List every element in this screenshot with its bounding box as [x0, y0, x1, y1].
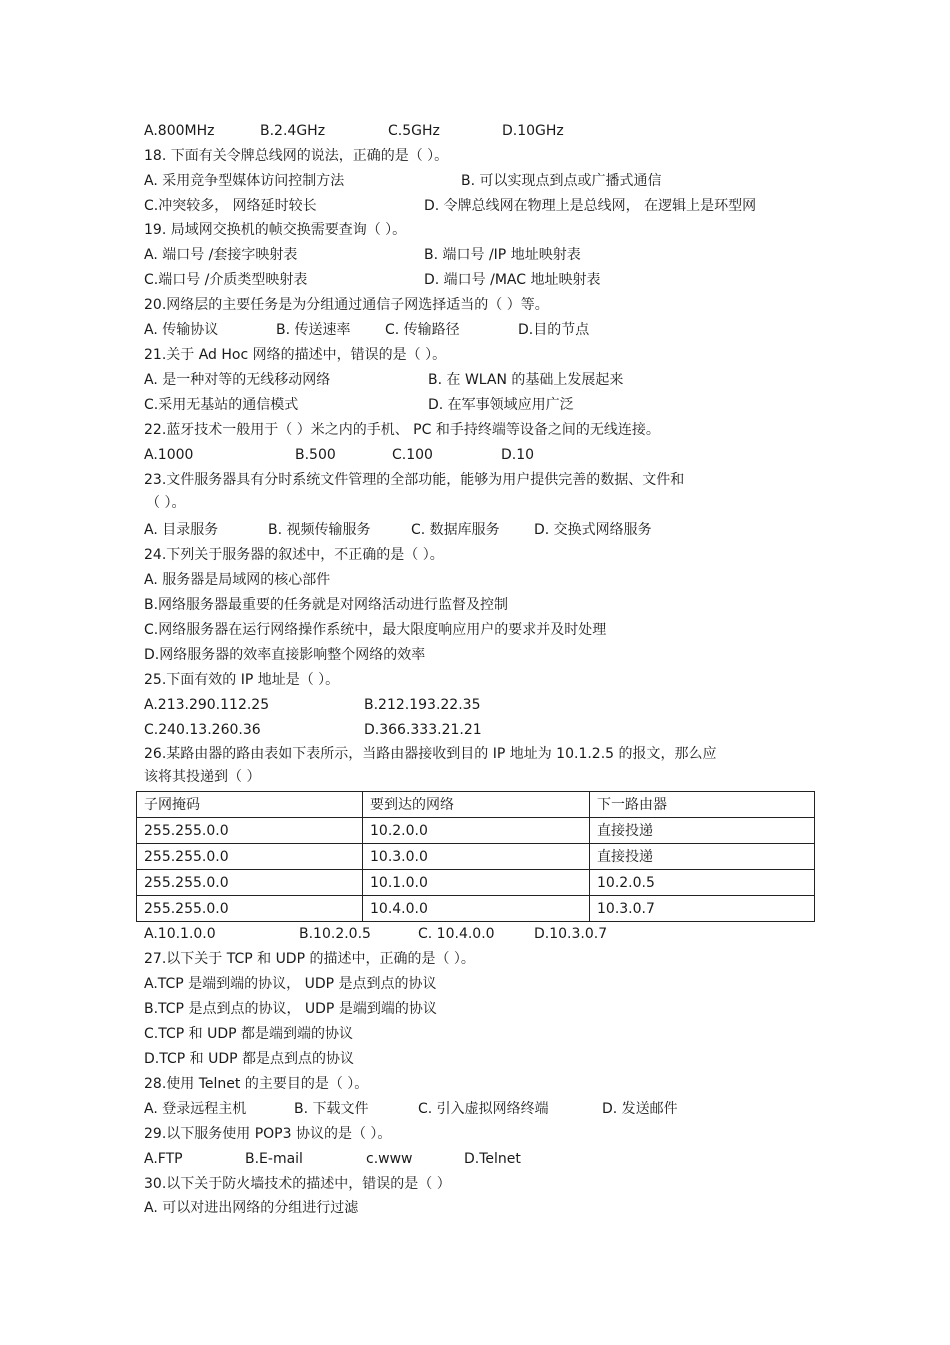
table-cell: 10.4.0.0: [363, 896, 590, 922]
table-cell: 10.3.0.7: [590, 896, 815, 922]
q21-option-c: C.采用无基站的通信模式: [144, 397, 299, 413]
q24-option-b: B.网络服务器最重要的任务就是对网络活动进行监督及控制: [144, 597, 509, 613]
q19-option-a: A. 端口号 /套接字映射表: [144, 247, 298, 263]
table-header-cell: 子网掩码: [137, 792, 363, 818]
q23-question: 23.文件服务器具有分时系统文件管理的全部功能，能够为用户提供完善的数据、文件和: [144, 472, 685, 488]
table-cell: 255.255.0.0: [137, 870, 363, 896]
table-cell: 255.255.0.0: [137, 818, 363, 844]
q24-option-a: A. 服务器是局域网的核心部件: [144, 572, 331, 588]
table-cell: 255.255.0.0: [137, 896, 363, 922]
q23-question-continued: （ ）。: [146, 495, 186, 511]
table-header-row: [137, 792, 815, 818]
q26-option-c: C. 10.4.0.0: [418, 926, 495, 942]
q22-option-d: D.10: [501, 447, 535, 463]
q17-option-c: C.5GHz: [388, 123, 440, 139]
q19-option-d: D. 端口号 /MAC 地址映射表: [424, 272, 601, 288]
q22-question: 22.蓝牙技术一般用于（ ）米之内的手机、 PC 和手持终端等设备之间的无线连接。: [144, 422, 660, 438]
q21-option-b: B. 在 WLAN 的基础上发展起来: [428, 372, 624, 388]
q18-question: 18. 下面有关令牌总线网的说法，正确的是（ ）。: [144, 148, 449, 164]
q27-question: 27.以下关于 TCP 和 UDP 的描述中，正确的是（ ）。: [144, 951, 475, 967]
table-cell: 10.3.0.0: [363, 844, 590, 870]
q17-option-b: B.2.4GHz: [260, 123, 326, 139]
q18-option-a: A. 采用竞争型媒体访问控制方法: [144, 173, 345, 189]
q23-option-a: A. 目录服务: [144, 522, 219, 538]
q21-option-d: D. 在军事领域应用广泛: [428, 397, 574, 413]
table-cell: 10.1.0.0: [363, 870, 590, 896]
q25-option-d: D.366.333.21.21: [364, 722, 482, 738]
q28-option-b: B. 下载文件: [294, 1101, 369, 1117]
q20-option-a: A. 传输协议: [144, 322, 219, 338]
q26-option-d: D.10.3.0.7: [534, 926, 608, 942]
q17-option-d: D.10GHz: [502, 123, 564, 139]
q29-question: 29.以下服务使用 POP3 协议的是（ ）。: [144, 1126, 392, 1142]
table-row: [137, 818, 815, 844]
q18-option-d: D. 令牌总线网在物理上是总线网， 在逻辑上是环型网: [424, 198, 757, 214]
q27-option-b: B.TCP 是点到点的协议， UDP 是端到端的协议: [144, 1001, 437, 1017]
q21-question: 21.关于 Ad Hoc 网络的描述中，错误的是（ ）。: [144, 347, 447, 363]
q29-option-a: A.FTP: [144, 1151, 183, 1167]
q28-option-a: A. 登录远程主机: [144, 1101, 247, 1117]
q19-option-b: B. 端口号 /IP 地址映射表: [424, 247, 581, 263]
q25-question: 25.下面有效的 IP 地址是（ ）。: [144, 672, 340, 688]
q26-question: 26.某路由器的路由表如下表所示，当路由器接收到目的 IP 地址为 10.1.2.5 的报文，那么应: [144, 746, 717, 762]
q27-option-c: C.TCP 和 UDP 都是端到端的协议: [144, 1026, 353, 1042]
q25-option-b: B.212.193.22.35: [364, 697, 481, 713]
table-cell: 10.2.0.5: [590, 870, 815, 896]
table-cell: 直接投递: [590, 844, 815, 870]
q22-option-b: B.500: [295, 447, 336, 463]
q20-option-d: D.目的节点: [518, 322, 590, 338]
table-cell: 10.2.0.0: [363, 818, 590, 844]
q26-option-b: B.10.2.0.5: [299, 926, 371, 942]
table-row: [137, 896, 815, 922]
q25-option-a: A.213.290.112.25: [144, 697, 270, 713]
q24-question: 24.下列关于服务器的叙述中，不正确的是（ ）。: [144, 547, 444, 563]
routing-table: [136, 791, 815, 922]
q29-option-d: D.Telnet: [464, 1151, 521, 1167]
table-row: [137, 844, 815, 870]
q29-option-c: c.www: [366, 1151, 413, 1167]
q28-option-c: C. 引入虚拟网络终端: [418, 1101, 549, 1117]
q21-option-a: A. 是一种对等的无线移动网络: [144, 372, 331, 388]
q20-option-b: B. 传送速率: [276, 322, 351, 338]
table-header-cell: 要到达的网络: [363, 792, 590, 818]
q30-question: 30.以下关于防火墙技术的描述中，错误的是（ ）: [144, 1176, 451, 1192]
q26-option-a: A.10.1.0.0: [144, 926, 216, 942]
q28-question: 28.使用 Telnet 的主要目的是（ ）。: [144, 1076, 369, 1092]
q24-option-d: D.网络服务器的效率直接影响整个网络的效率: [144, 647, 426, 663]
table-header-cell: 下一路由器: [590, 792, 815, 818]
q20-question: 20.网络层的主要任务是为分组通过通信子网选择适当的（ ）等。: [144, 297, 549, 313]
q18-option-c: C.冲突较多， 网络延时较长: [144, 198, 317, 214]
q24-option-c: C.网络服务器在运行网络操作系统中，最大限度响应用户的要求并及时处理: [144, 622, 607, 638]
q29-option-b: B.E-mail: [245, 1151, 303, 1167]
q27-option-d: D.TCP 和 UDP 都是点到点的协议: [144, 1051, 354, 1067]
q27-option-a: A.TCP 是端到端的协议， UDP 是点到点的协议: [144, 976, 437, 992]
q23-option-b: B. 视频传输服务: [268, 522, 371, 538]
q17-option-a: A.800MHz: [144, 123, 215, 139]
q22-option-a: A.1000: [144, 447, 194, 463]
q30-option-a: A. 可以对进出网络的分组进行过滤: [144, 1200, 359, 1216]
q23-option-d: D. 交换式网络服务: [534, 522, 652, 538]
q19-option-c: C.端口号 /介质类型映射表: [144, 272, 308, 288]
q25-option-c: C.240.13.260.36: [144, 722, 261, 738]
q19-question: 19. 局域网交换机的帧交换需要查询（ ）。: [144, 222, 407, 238]
q23-option-c: C. 数据库服务: [411, 522, 500, 538]
q18-option-b: B. 可以实现点到点或广播式通信: [461, 173, 662, 189]
q20-option-c: C. 传输路径: [385, 322, 460, 338]
q28-option-d: D. 发送邮件: [602, 1101, 678, 1117]
q26-question-continued: 该将其投递到（ ）: [144, 769, 261, 785]
table-cell: 直接投递: [590, 818, 815, 844]
q22-option-c: C.100: [392, 447, 433, 463]
table-cell: 255.255.0.0: [137, 844, 363, 870]
table-row: [137, 870, 815, 896]
